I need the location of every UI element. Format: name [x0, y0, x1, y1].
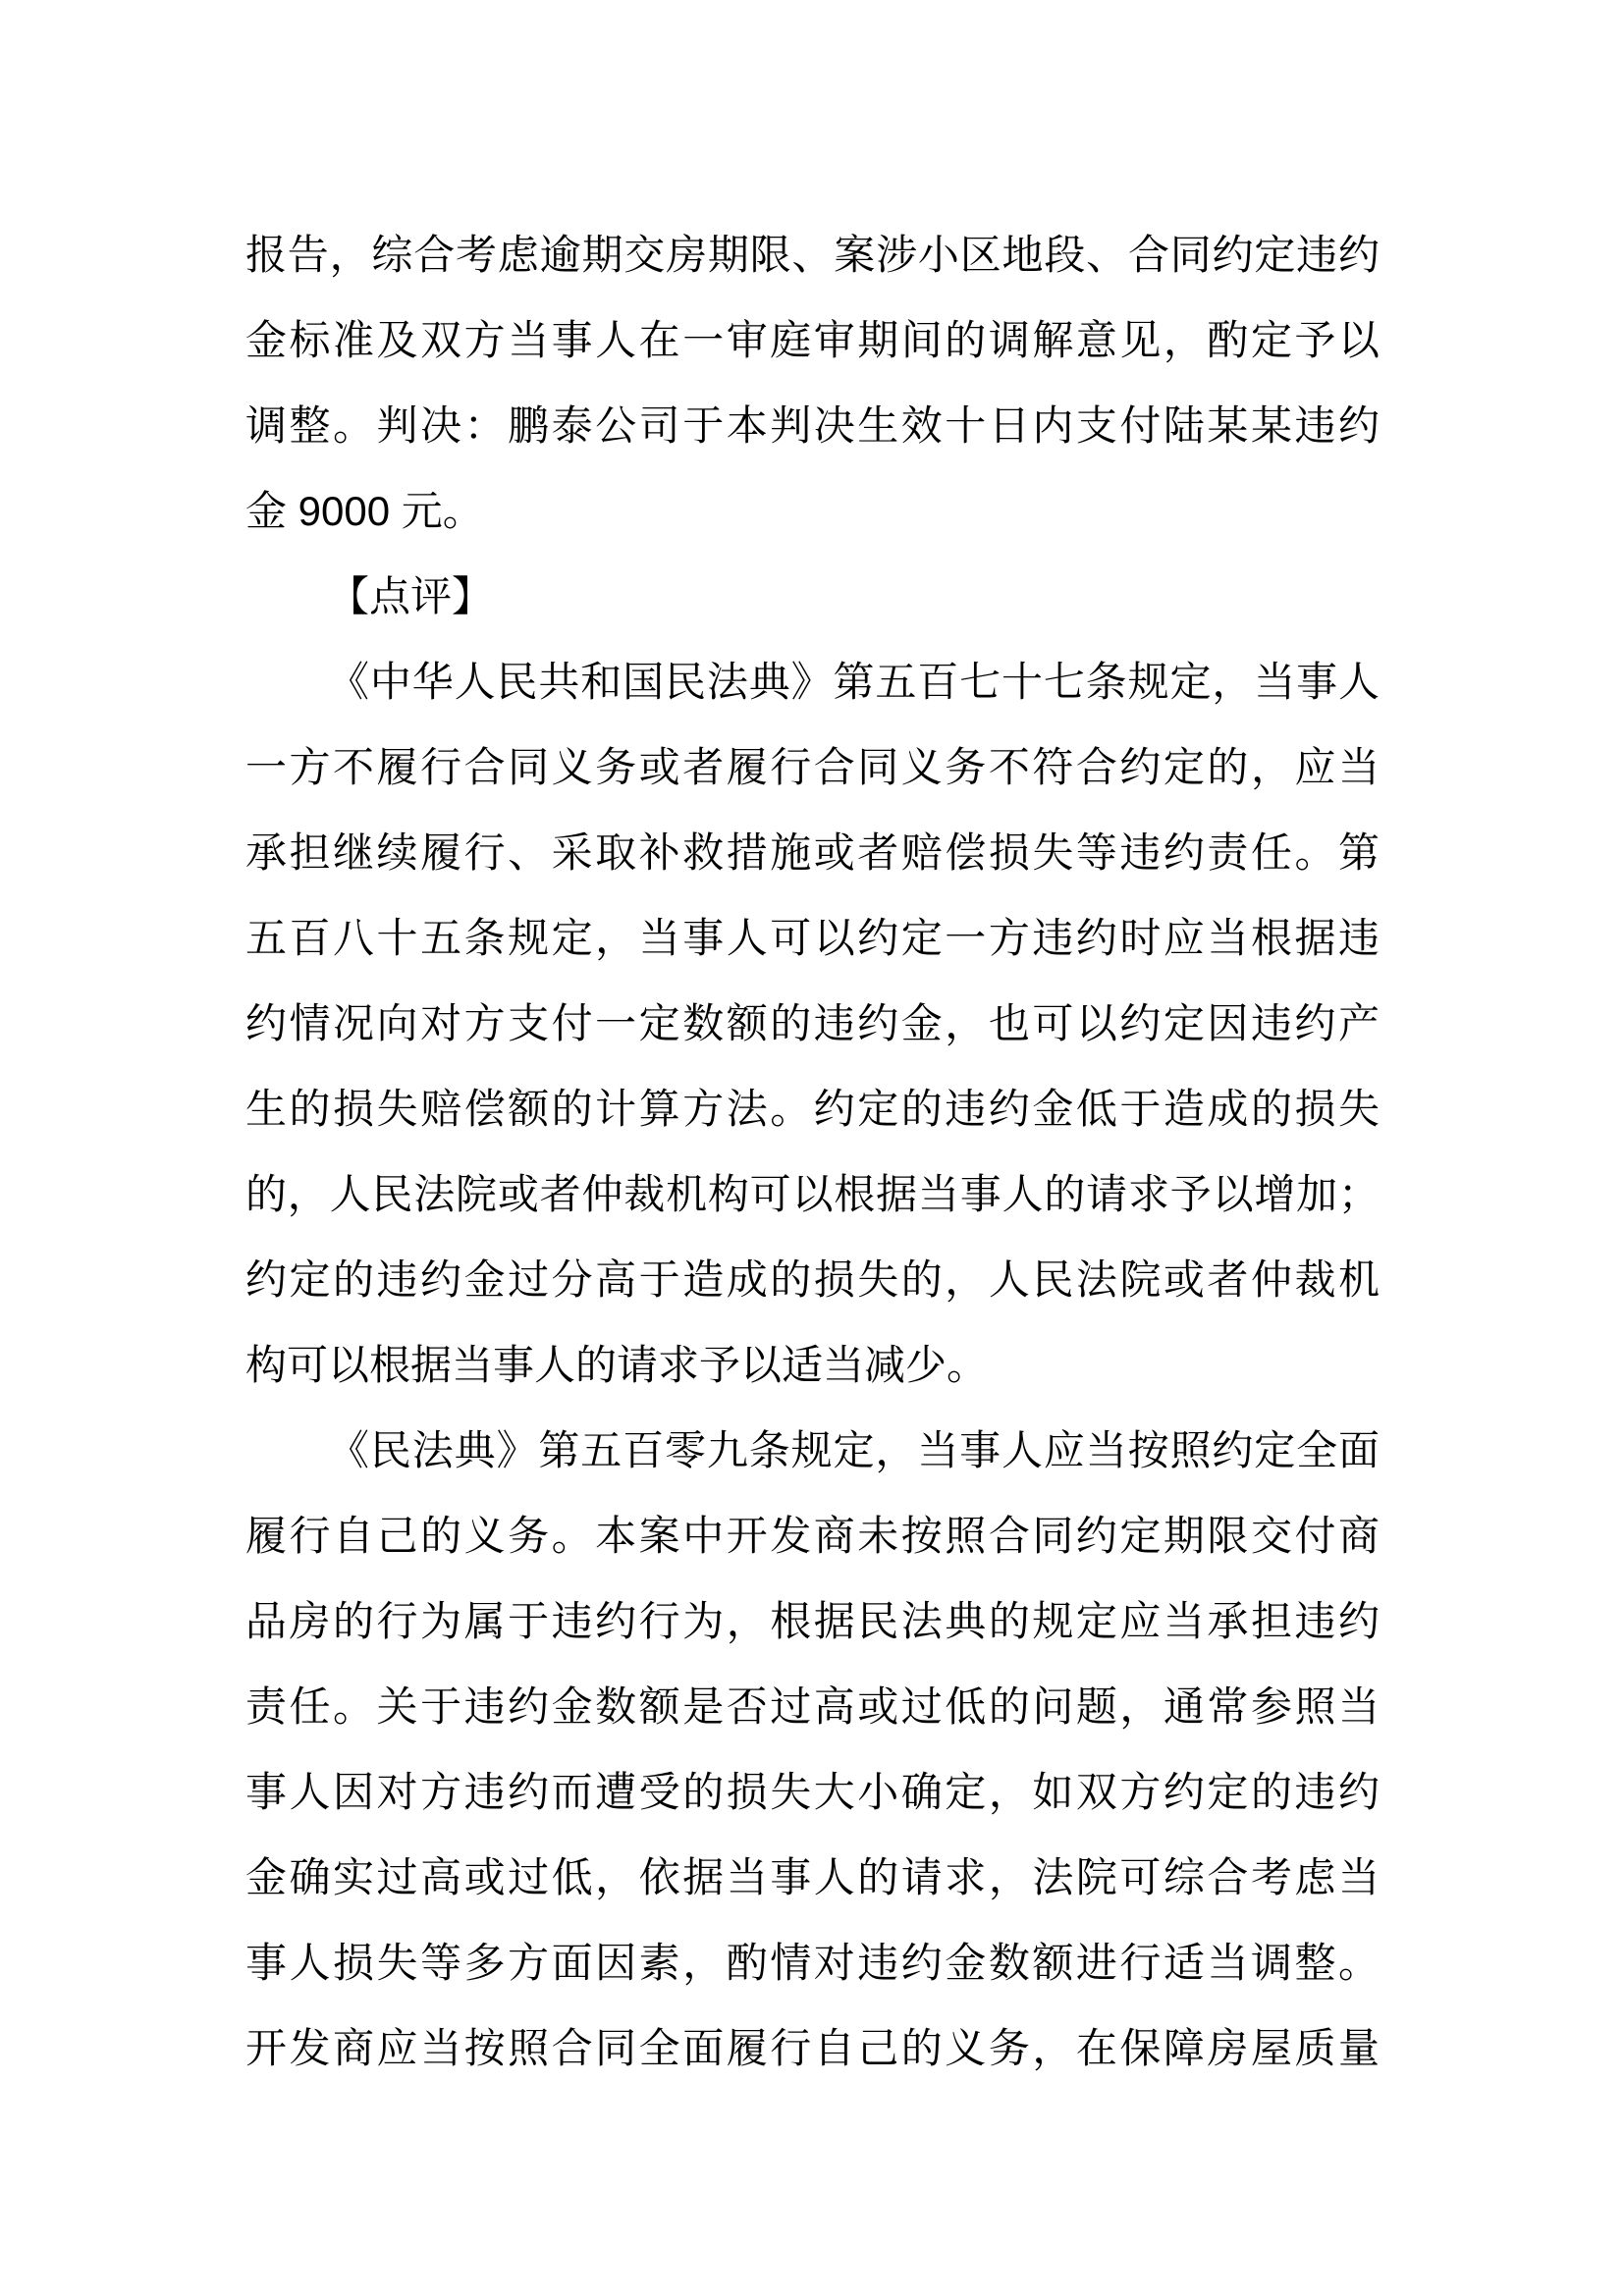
text-line: 开发商应当按照合同全面履行自己的义务，在保障房屋质量: [245, 2025, 1380, 2071]
text-line: 事人损失等多方面因素，酌情对违约金数额进行适当调整。: [245, 1940, 1380, 1986]
text-line: 约定的违约金过分高于造成的损失的，人民法院或者仲裁机: [245, 1256, 1380, 1303]
text-line: 履行自己的义务。本案中开发商未按照合同约定期限交付商: [245, 1513, 1380, 1559]
text-line: 《中华人民共和国民法典》第五百七十七条规定，当事人: [328, 659, 1380, 705]
text-line: 构可以根据当事人的请求予以适当减少。: [245, 1342, 989, 1388]
text-line: 报告，综合考虑逾期交房期限、案涉小区地段、合同约定违约: [245, 232, 1380, 278]
text-line: 一方不履行合同义务或者履行合同义务不符合约定的，应当: [245, 744, 1380, 790]
comment-section-heading: 【点评】: [328, 573, 494, 619]
text-line: 金标准及双方当事人在一审庭审期间的调解意见，酌定予以: [245, 317, 1380, 363]
text-line: 《民法典》第五百零九条规定，当事人应当按照约定全面: [328, 1427, 1380, 1473]
text-line: 生的损失赔偿额的计算方法。约定的违约金低于造成的损失: [245, 1086, 1380, 1132]
document-body-text: [245, 212, 1380, 2091]
text-line: 责任。关于违约金数额是否过高或过低的问题，通常参照当: [245, 1683, 1380, 1730]
text-line: 金 9000 元。: [245, 488, 484, 534]
text-line: 承担继续履行、采取补救措施或者赔偿损失等违约责任。第: [245, 829, 1380, 876]
text-line: 五百八十五条规定，当事人可以约定一方违约时应当根据违: [245, 915, 1380, 961]
text-line: 事人因对方违约而遭受的损失大小确定，如双方约定的违约: [245, 1769, 1380, 1815]
text-line: 调整。判决：鹏泰公司于本判决生效十日内支付陆某某违约: [245, 402, 1380, 449]
text-line: 约情况向对方支付一定数额的违约金，也可以约定因违约产: [245, 1000, 1380, 1046]
text-line: 的，人民法院或者仲裁机构可以根据当事人的请求予以增加；: [245, 1171, 1380, 1217]
text-line: 金确实过高或过低，依据当事人的请求，法院可综合考虑当: [245, 1854, 1380, 1900]
text-line: 品房的行为属于违约行为，根据民法典的规定应当承担违约: [245, 1598, 1380, 1644]
